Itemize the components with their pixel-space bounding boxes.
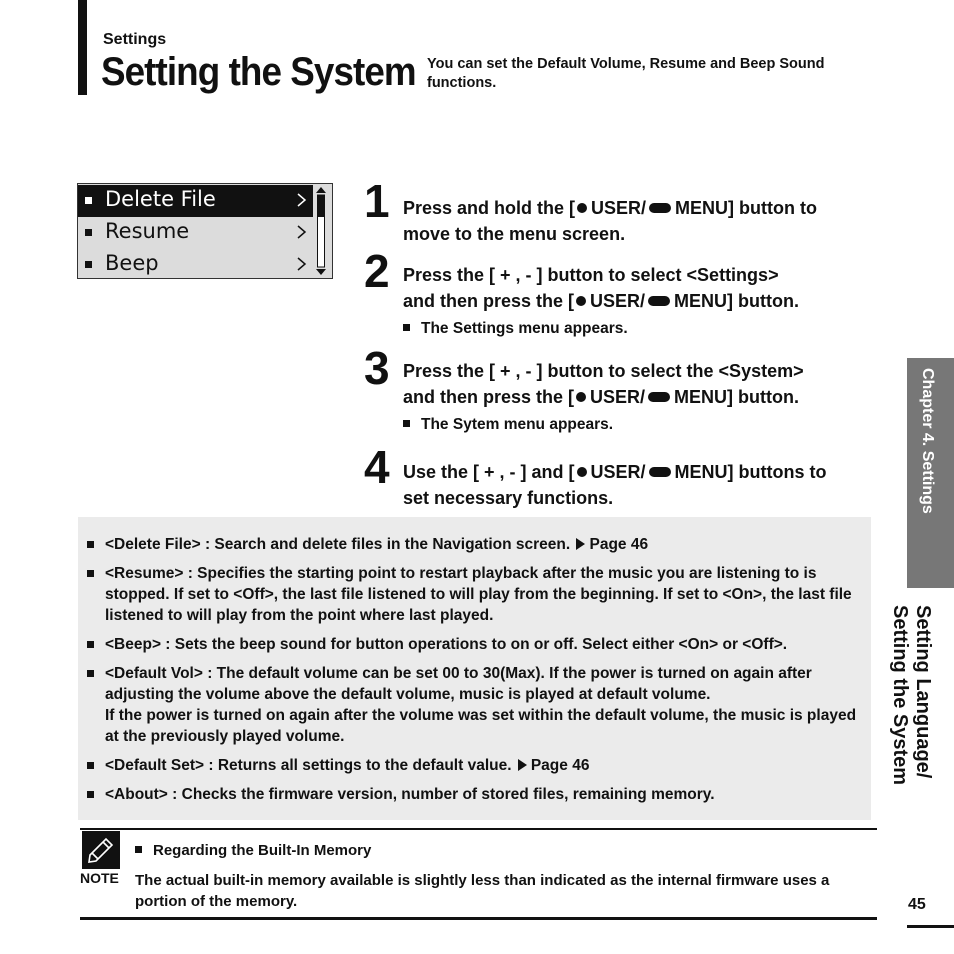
scrollbar-icon — [312, 186, 330, 276]
note-heading — [135, 842, 371, 859]
step-number: 3 — [364, 342, 390, 394]
info-text: If the power is turned on again after the volume was set within the default volume, the music is played at the previously played volume. — [105, 707, 857, 745]
info-text: <Default Set> : Returns all settings to the default value. — [105, 757, 512, 774]
info-item-default-set — [105, 755, 865, 776]
page-reference: Page 46 — [589, 536, 649, 553]
menu-button-icon — [649, 203, 671, 213]
pencil-icon — [82, 831, 120, 869]
menu-item-label: Delete File — [105, 187, 216, 211]
step-text-part: Press the [ + , - ] button to select the <System> — [403, 361, 804, 381]
step-note-text: The Sytem menu appears. — [421, 416, 614, 433]
step-3-note — [403, 416, 613, 434]
bullet-icon — [403, 420, 410, 427]
note-label: NOTE — [80, 870, 119, 886]
bullet-icon — [403, 324, 410, 331]
page-arrow-icon — [576, 538, 585, 550]
info-item-beep — [105, 634, 865, 655]
step-number: 2 — [364, 245, 390, 297]
side-title — [888, 605, 934, 785]
step-text-part: move to the menu screen. — [403, 224, 626, 244]
menu-button-icon — [649, 467, 671, 477]
section-label: Settings — [103, 31, 167, 48]
side-title-line: Setting Language/ — [912, 605, 934, 779]
step-text-part: USER/ — [590, 462, 646, 482]
step-note-text: The Settings menu appears. — [421, 320, 628, 337]
info-text: <Resume> : Specifies the starting point to restart playback after the music you are listening to is stopped. If set to <Off>, the last file listened to will play from the beginning. If set to <On>, the last file listened to will play from the point where last played. — [105, 565, 852, 624]
step-text-part: and then press the [ — [403, 387, 575, 407]
device-menu-screen — [77, 183, 333, 279]
note-divider — [80, 917, 877, 920]
step-text-part: MENU] button. — [674, 291, 800, 311]
step-3-text — [403, 358, 863, 410]
user-button-icon — [577, 203, 587, 213]
info-item-delete-file — [105, 534, 865, 555]
step-number: 1 — [364, 175, 390, 227]
bullet-icon — [87, 541, 94, 548]
bullet-icon — [85, 197, 92, 204]
user-button-icon — [576, 296, 586, 306]
step-text-part: USER/ — [591, 198, 647, 218]
info-text: <Default Vol> : The default volume can be set 00 to 30(Max). If the power is turned on again after adjusting the volume above the default volume, music is played at default volume. — [105, 665, 812, 703]
bullet-icon — [135, 846, 142, 853]
header-accent-bar — [78, 0, 87, 95]
info-item-resume — [105, 563, 865, 626]
info-text: <Delete File> : Search and delete files in the Navigation screen. — [105, 536, 571, 553]
step-text-part: Use the [ + , - ] and [ — [403, 462, 575, 482]
page-arrow-icon — [518, 759, 527, 771]
step-text-part: USER/ — [590, 291, 646, 311]
info-text: <About> : Checks the firmware version, number of stored files, remaining memory. — [105, 786, 715, 803]
step-text-part: MENU] button. — [674, 387, 800, 407]
note-divider — [80, 828, 877, 830]
menu-item-beep — [78, 249, 313, 281]
bullet-icon — [87, 791, 94, 798]
bullet-icon — [85, 261, 92, 268]
step-text-part: Press the [ + , - ] button to select <Settings> — [403, 265, 779, 285]
bullet-icon — [87, 670, 94, 677]
step-1-text — [403, 195, 863, 247]
step-text-part: MENU] button to — [675, 198, 817, 218]
bullet-icon — [85, 229, 92, 236]
menu-item-label: Beep — [105, 251, 159, 275]
chevron-right-icon — [296, 193, 307, 207]
info-item-default-vol — [105, 663, 865, 747]
info-box — [78, 517, 871, 820]
page-subtitle: You can set the Default Volume, Resume and Beep Sound functions. — [427, 56, 825, 91]
user-button-icon — [577, 467, 587, 477]
step-text-part: Press and hold the [ — [403, 198, 576, 218]
menu-button-icon — [648, 296, 670, 306]
step-text-part: set necessary functions. — [403, 488, 614, 508]
menu-item-resume — [78, 217, 313, 249]
chapter-tab-label: Chapter 4. Settings — [919, 368, 936, 514]
step-number: 4 — [364, 441, 390, 493]
note-text: The actual built-in memory available is slightly less than indicated as the internal firmware uses a portion of the memory. — [135, 872, 830, 910]
bullet-icon — [87, 570, 94, 577]
note-heading-text: Regarding the Built-In Memory — [153, 842, 372, 859]
bullet-icon — [87, 762, 94, 769]
page-number: 45 — [908, 896, 926, 913]
page-title: Setting the System — [101, 50, 416, 94]
info-text: <Beep> : Sets the beep sound for button operations to on or off. Select either <On> or <Off>. — [105, 636, 788, 653]
chapter-tab — [907, 358, 954, 588]
menu-item-label: Resume — [105, 219, 190, 243]
info-item-about — [105, 784, 865, 805]
chevron-right-icon — [296, 225, 307, 239]
menu-item-delete-file — [78, 185, 313, 217]
step-text-part: MENU] buttons to — [674, 462, 827, 482]
user-button-icon — [576, 392, 586, 402]
bullet-icon — [87, 641, 94, 648]
step-2-note — [403, 320, 628, 338]
step-text-part: USER/ — [590, 387, 646, 407]
page-number-underline — [907, 925, 954, 928]
step-4-text — [403, 459, 863, 511]
side-title-line: Setting the System — [889, 605, 911, 786]
menu-button-icon — [648, 392, 670, 402]
step-text-part: and then press the [ — [403, 291, 575, 311]
page-reference: Page 46 — [530, 757, 590, 774]
step-2-text — [403, 262, 863, 314]
chevron-right-icon — [296, 257, 307, 271]
